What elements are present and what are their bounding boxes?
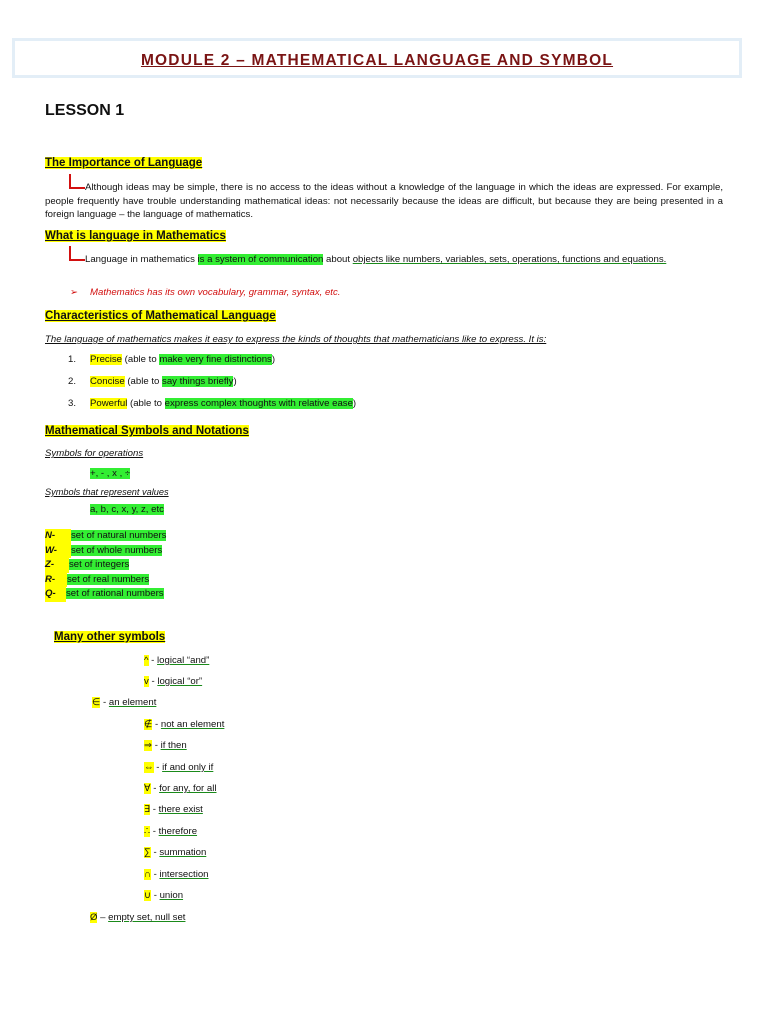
- symbol-item: ∀ - for any, for all: [144, 783, 217, 794]
- set-item: N- set of natural numbers: [45, 529, 166, 544]
- ops-label: Symbols for operations: [45, 448, 144, 459]
- module-banner: [12, 38, 742, 78]
- values-symbols: a, b, c, x, y, z, etc: [90, 504, 164, 515]
- characteristics-intro: The language of mathematics makes it easy to express the kinds of thoughts that mathematicians like to express. It is:: [45, 334, 547, 345]
- lesson-heading: LESSON 1: [45, 102, 125, 119]
- symbol-item: ∪ - union: [144, 890, 184, 901]
- set-item: Q- set of rational numbers: [45, 587, 166, 602]
- bracket-icon: [67, 179, 85, 191]
- symbol-item: ∉ - not an element: [144, 719, 225, 730]
- module-title: MODULE 2 – MATHEMATICAL LANGUAGE AND SYMBOL: [140, 52, 614, 69]
- symbols-heading: Mathematical Symbols and Notations: [45, 425, 249, 437]
- set-item: Z- set of integers: [45, 558, 166, 573]
- symbol-item: v - logical “or”: [144, 676, 203, 687]
- number-sets-list: [45, 529, 166, 602]
- characteristic-item: 1. Precise (able to make very fine distinctions): [68, 354, 276, 365]
- symbol-item: Ø – empty set, null set: [90, 912, 186, 923]
- characteristic-item: 2. Concise (able to say things briefly): [68, 376, 237, 387]
- symbol-item: ^ - logical “and”: [144, 655, 210, 666]
- what-is-paragraph: Language in mathematics is a system of communication about objects like numbers, variables, sets, operations, functions and equations.: [45, 251, 723, 267]
- importance-paragraph: Although ideas may be simple, there is no access to the ideas without a knowledge of the language in which the ideas are expressed. For example, people frequently have trouble understanding mathematical ideas: not necessarily because the ideas are difficult, but because they are being presented in a foreign language – the language of mathematics.: [45, 179, 723, 222]
- symbol-item: ∩ - intersection: [144, 869, 209, 880]
- bracket-icon: [67, 251, 85, 263]
- vocab-bullet: ➢ Mathematics has its own vocabulary, grammar, syntax, etc.: [70, 287, 341, 298]
- characteristics-heading: Characteristics of Mathematical Language: [45, 310, 276, 322]
- set-item: W- set of whole numbers: [45, 544, 166, 559]
- values-label: Symbols that represent values: [45, 487, 169, 497]
- ops-symbols: +, - , x , ÷: [90, 468, 131, 479]
- symbol-item: ∈ - an element: [92, 697, 157, 708]
- importance-heading: The Importance of Language: [45, 157, 203, 169]
- other-symbols-heading: Many other symbols: [54, 631, 166, 643]
- characteristic-item: 3. Powerful (able to express complex thoughts with relative ease): [68, 398, 357, 409]
- arrow-bullet-icon: ➢: [70, 287, 79, 298]
- symbol-item: ∴ - therefore: [144, 826, 198, 837]
- symbol-item: ⇔ - if and only if: [144, 762, 214, 773]
- set-item: R- set of real numbers: [45, 573, 166, 588]
- symbol-item: ⇒ - if then: [144, 740, 187, 751]
- symbol-item: ∑ - summation: [144, 847, 207, 858]
- what-is-heading: What is language in Mathematics: [45, 230, 226, 242]
- symbol-item: ∃ - there exist: [144, 804, 203, 815]
